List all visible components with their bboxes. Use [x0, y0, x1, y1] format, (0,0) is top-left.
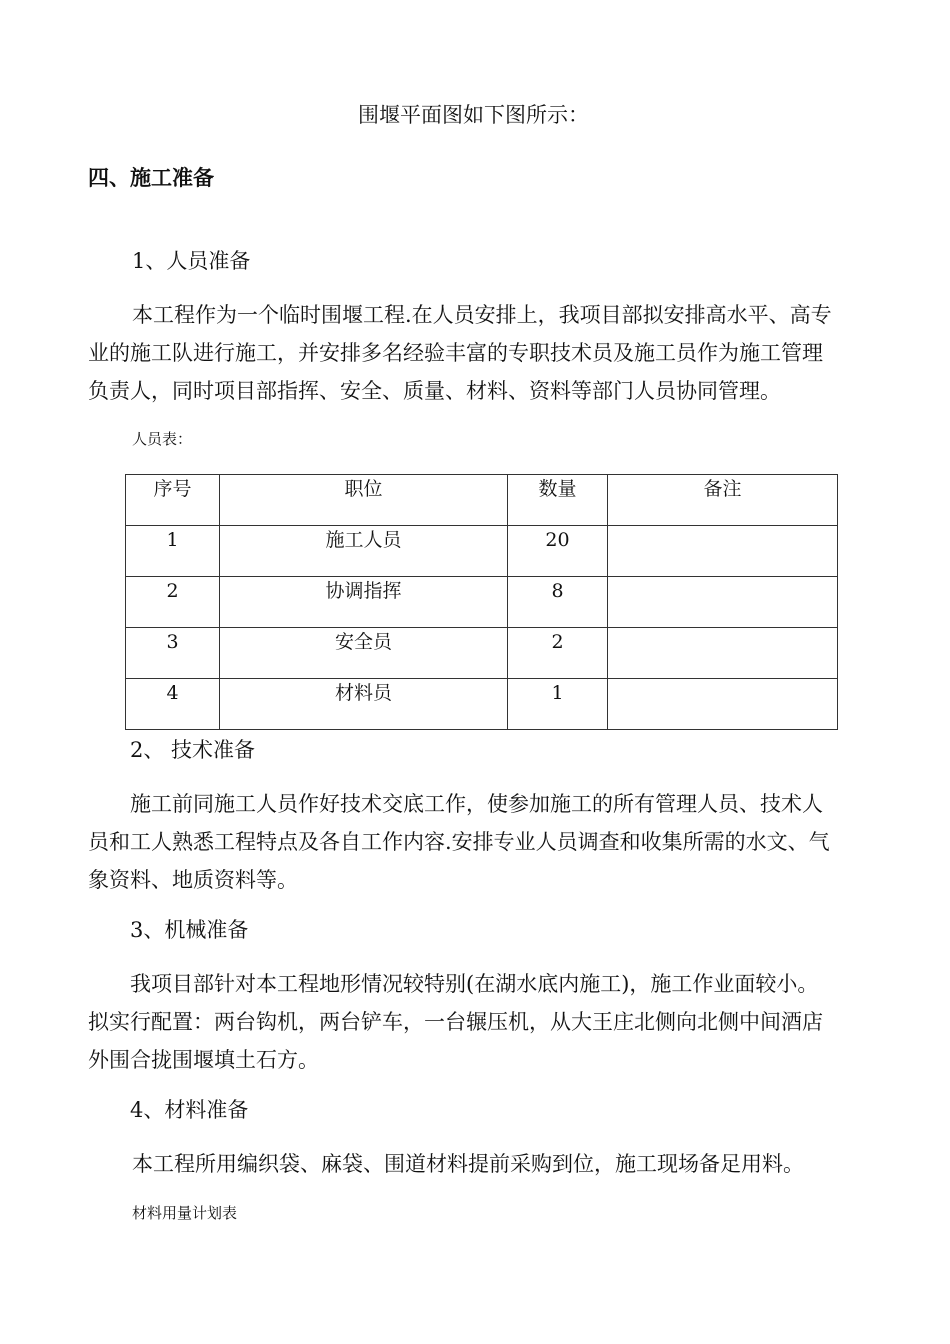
table-cell: 4 — [126, 679, 220, 730]
table-header-row — [126, 475, 838, 526]
personnel-paragraph — [88, 296, 878, 410]
paragraph-line: 象资料、地质资料等。 — [88, 868, 298, 892]
table-cell — [608, 679, 838, 730]
paragraph-line: 本工程作为一个临时围堰工程.在人员安排上，我项目部拟安排高水平、高专 — [132, 303, 832, 327]
table-cell: 1 — [508, 679, 608, 730]
header-cell: 序号 — [126, 475, 220, 526]
table-cell: 材料员 — [220, 679, 508, 730]
paragraph-line: 负责人，同时项目部指挥、安全、质量、材料、资料等部门人员协同管理。 — [88, 379, 781, 403]
paragraph-line: 本工程所用编织袋、麻袋、围道材料提前采购到位，施工现场备足用料。 — [132, 1152, 804, 1176]
section-heading: 四、施工准备 — [88, 165, 214, 190]
table-row — [126, 526, 838, 577]
technical-heading: 2、 技术准备 — [130, 738, 256, 762]
materials-heading: 4、材料准备 — [130, 1098, 249, 1122]
staff-table-caption: 人员表： — [132, 430, 193, 448]
table-row — [126, 628, 838, 679]
table-cell: 1 — [126, 526, 220, 577]
paragraph-line: 施工前同施工人员作好技术交底工作，使参加施工的所有管理人员、技术人 — [130, 792, 823, 816]
table-cell: 2 — [126, 577, 220, 628]
technical-paragraph — [88, 785, 878, 899]
table-cell: 8 — [508, 577, 608, 628]
header-cell: 备注 — [608, 475, 838, 526]
materials-table-caption: 材料用量计划表 — [132, 1204, 238, 1222]
personnel-heading: 1、人员准备 — [132, 249, 251, 273]
table-row — [126, 577, 838, 628]
table-cell: 3 — [126, 628, 220, 679]
table-cell: 协调指挥 — [220, 577, 508, 628]
table-cell: 安全员 — [220, 628, 508, 679]
machinery-heading: 3、机械准备 — [130, 918, 249, 942]
table-cell: 2 — [508, 628, 608, 679]
figure-caption: 围堰平面图如下图所示： — [358, 103, 589, 127]
table-cell — [608, 628, 838, 679]
staff-table — [125, 474, 838, 730]
paragraph-line: 外围合拢围堰填土石方。 — [88, 1048, 319, 1072]
table-cell: 施工人员 — [220, 526, 508, 577]
paragraph-line: 业的施工队进行施工，并安排多名经验丰富的专职技术员及施工员作为施工管理 — [88, 341, 823, 365]
machinery-paragraph — [88, 965, 878, 1079]
table-cell: 20 — [508, 526, 608, 577]
table-cell — [608, 577, 838, 628]
paragraph-line: 员和工人熟悉工程特点及各自工作内容.安排专业人员调查和收集所需的水文、气 — [88, 830, 830, 854]
header-cell: 职位 — [220, 475, 508, 526]
table-cell — [608, 526, 838, 577]
paragraph-line: 我项目部针对本工程地形情况较特别(在湖水底内施工)，施工作业面较小。 — [130, 972, 819, 996]
materials-paragraph — [88, 1145, 878, 1183]
header-cell: 数量 — [508, 475, 608, 526]
paragraph-line: 拟实行配置：两台钩机，两台铲车，一台辗压机，从大王庄北侧向北侧中间酒店 — [88, 1010, 823, 1034]
table-row — [126, 679, 838, 730]
